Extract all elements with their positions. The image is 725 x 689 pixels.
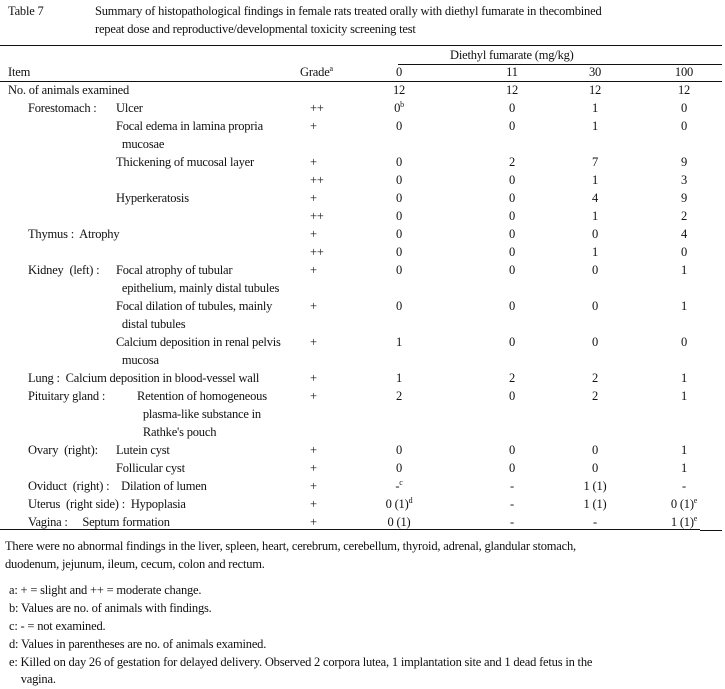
cell-value [654,459,714,477]
cell-value [654,495,714,513]
cell-text: 9 [680,155,688,169]
cell-value [565,369,625,387]
cell-text: 1 [395,335,403,349]
cell-text: 1 [680,299,688,313]
cell-text: 0 [395,173,403,187]
cell-value [369,117,429,135]
finding-label: Retention of homogeneous [137,389,267,403]
cell-text: 1 [591,173,599,187]
cell-text: 2 [591,371,599,385]
cell-text: 1 (1) [583,497,607,511]
table-caption-line-2: repeat dose and reproductive/developmental toxicity screening test [95,22,416,36]
cell-value [654,261,714,279]
cell-value [654,99,714,117]
cell-value [654,117,714,135]
footnote-marker: d [408,495,413,505]
cell-text: 9 [680,191,688,205]
grade-value: + [310,479,317,493]
cell-value [654,333,714,351]
cell-value [369,477,429,495]
cell-value [565,153,625,171]
cell-value [654,189,714,207]
footnote-e: e: Killed on day 26 of gestation for delayed delivery. Observed 2 corpora lutea, 1 implantation site and 1 dead fetus in the [9,655,593,669]
animals-examined-label: No. of animals examined [8,83,130,97]
dose-header-100: 100 [674,65,694,79]
finding-label: Hyperkeratosis [116,191,189,205]
cell-text: 0 [508,263,516,277]
dose-header-11: 11 [506,65,518,79]
cell-value [369,387,429,405]
finding-label: Focal dilation of tubules, mainly [116,299,273,313]
animals-examined-value: 12 [392,83,406,97]
footnote-a: a: + = slight and ++ = moderate change. [9,583,202,597]
cell-value [654,369,714,387]
grade-value: + [310,263,317,277]
cell-value [565,495,625,513]
dose-header-0: 0 [395,65,403,79]
cell-text: 0 [508,191,516,205]
cell-text: 0 [395,299,403,313]
cell-text: 1 (1) [583,479,607,493]
cell-value [369,243,429,261]
cell-text: 0 [395,227,403,241]
cell-value [369,99,429,117]
cell-text: - [682,479,686,493]
cell-value [369,225,429,243]
cell-value [565,477,625,495]
cell-text: 2 [508,155,516,169]
bottom-rule [0,529,700,530]
grade-value: ++ [310,209,324,223]
cell-text: 0 [680,245,688,259]
finding-label: Focal atrophy of tubular [116,263,233,277]
note-line-1: There were no abnormal findings in the liver, spleen, heart, cerebrum, cerebellum, thyroid, adrenal, glandular stomach, [5,539,576,553]
cell-value [482,297,542,315]
cell-text: 0 [508,119,516,133]
organ-label: Oviduct (right) : Dilation of lumen [28,479,207,493]
cell-value [654,477,714,495]
cell-value [565,99,625,117]
cell-text: 0 [395,155,403,169]
cell-text: 1 [680,371,688,385]
cell-value [482,153,542,171]
organ-label: Vagina : Septum formation [28,515,170,529]
cell-text: 0 [591,443,599,457]
cell-text: 0 [508,299,516,313]
cell-value [654,441,714,459]
footnote-b: b: Values are no. of animals with findings. [9,601,212,615]
cell-value [482,189,542,207]
cell-text: 0 [508,101,516,115]
footnote-marker: e [693,513,698,523]
cell-value [482,387,542,405]
cell-text: 2 [680,209,688,223]
cell-text: 0 [395,443,403,457]
cell-text: 1 (1) [670,515,694,529]
cell-value [654,207,714,225]
cell-value [654,243,714,261]
cell-value [482,117,542,135]
cell-text: 0 [508,335,516,349]
grade-value: + [310,119,317,133]
cell-text: 0 [591,299,599,313]
cell-value [565,243,625,261]
cell-text: 1 [680,263,688,277]
cell-value [565,459,625,477]
cell-value [482,441,542,459]
finding-label: Follicular cyst [116,461,185,475]
cell-text: 0 [680,119,688,133]
finding-label: epithelium, mainly distal tubules [116,281,280,295]
cell-value [565,387,625,405]
organ-label: Uterus (right side) : Hypoplasia [28,497,186,511]
cell-text: 0 [680,335,688,349]
cell-value [654,225,714,243]
grade-value: + [310,443,317,457]
grade-value: + [310,227,317,241]
grade-value: ++ [310,245,324,259]
cell-text: 0 [591,461,599,475]
grade-value: + [310,389,317,403]
cell-value [369,495,429,513]
cell-text: 1 [591,101,599,115]
cell-text: 0 [508,389,516,403]
cell-value [482,333,542,351]
cell-value [369,297,429,315]
table-number: Table 7 [8,4,44,18]
grade-label: Grade [300,65,330,79]
organ-label: Lung : Calcium deposition in blood-vessel wall [28,371,260,385]
finding-label: Lutein cyst [116,443,170,457]
cell-text: - [395,479,400,493]
cell-text: 0 [591,263,599,277]
grade-value: + [310,335,317,349]
grade-value: + [310,155,317,169]
cell-value [565,333,625,351]
cell-value [369,189,429,207]
cell-text: 0 (1) [385,497,409,511]
cell-text: - [510,479,514,493]
dose-group-header: Diethyl fumarate (mg/kg) [450,48,574,62]
cell-text: 1 [591,119,599,133]
cell-text: - [510,497,514,511]
organ-label: Pituitary gland : [28,389,106,403]
cell-text: 0 [395,461,403,475]
cell-value [369,459,429,477]
organ-label: Forestomach : [28,101,97,115]
cell-value [482,459,542,477]
finding-label: Focal edema in lamina propria [116,119,263,133]
footnote-marker: c [399,477,403,487]
cell-text: 0 (1) [387,515,411,529]
footnote-e-continued: vagina. [9,672,56,686]
cell-text: 0 [508,209,516,223]
animals-examined-value: 12 [588,83,602,97]
cell-text: 2 [508,371,516,385]
cell-value [482,225,542,243]
grade-value: + [310,461,317,475]
cell-text: 0 [680,101,688,115]
cell-text: 0 [395,245,403,259]
finding-label: mucosa [116,353,159,367]
cell-value [482,207,542,225]
cell-value [565,441,625,459]
cell-value [565,207,625,225]
cell-text: 2 [395,389,403,403]
cell-text: 0 [395,191,403,205]
cell-value [482,495,542,513]
organ-label: Ovary (right): [28,443,98,457]
cell-text: 7 [591,155,599,169]
grade-value: + [310,299,317,313]
cell-value [482,99,542,117]
cell-text: 1 [680,461,688,475]
cell-text: 4 [591,191,599,205]
cell-value [654,153,714,171]
cell-text: - [593,515,597,529]
cell-value [369,207,429,225]
finding-label: Rathke's pouch [137,425,217,439]
cell-value [482,261,542,279]
grade-value: + [310,191,317,205]
cell-text: 3 [680,173,688,187]
cell-value [369,333,429,351]
cell-value [565,189,625,207]
finding-label: Thickening of mucosal layer [116,155,254,169]
finding-label: mucosae [116,137,165,151]
cell-text: 0 [591,227,599,241]
grade-column-header [300,63,333,81]
cell-value [654,171,714,189]
finding-label: plasma-like substance in [137,407,261,421]
grade-value: ++ [310,101,324,115]
note-line-2: duodenum, jejunum, ileum, cecum, colon and rectum. [5,557,265,571]
cell-value [369,171,429,189]
grade-value: + [310,497,317,511]
footnote-marker: e [693,495,698,505]
footnote-marker: b [400,99,404,109]
animals-examined-value: 12 [505,83,519,97]
cell-value [565,261,625,279]
grade-footnote-marker: a [329,63,333,73]
cell-text: 0 (1) [670,497,694,511]
cell-text: 0 [508,173,516,187]
cell-value [654,297,714,315]
cell-text: 0 [395,263,403,277]
bottom-rule-tail [700,530,722,531]
organ-label: Thymus : Atrophy [28,227,120,241]
cell-value [369,153,429,171]
dose-header-30: 30 [588,65,602,79]
cell-value [482,243,542,261]
cell-text: 0 [508,245,516,259]
cell-text: 4 [680,227,688,241]
finding-label: Calcium deposition in renal pelvis [116,335,281,349]
cell-text: 1 [591,209,599,223]
cell-text: - [510,515,514,529]
cell-text: 0 [508,443,516,457]
cell-value [654,387,714,405]
cell-value [565,117,625,135]
grade-value: + [310,515,317,529]
footnote-c: c: - = not examined. [9,619,106,633]
cell-text: 0 [395,209,403,223]
cell-value [369,369,429,387]
table-caption-line-1: Summary of histopathological findings in female rats treated orally with diethyl fumarate in thecombined [95,4,602,18]
cell-value [482,477,542,495]
cell-text: 0 [508,227,516,241]
cell-value [369,261,429,279]
item-column-header: Item [8,65,31,79]
cell-text: 0 [394,101,401,115]
cell-text: 0 [591,335,599,349]
cell-text: 1 [395,371,403,385]
cell-text: 2 [591,389,599,403]
organ-label: Kidney (left) : [28,263,100,277]
top-rule [0,45,722,46]
cell-value [369,441,429,459]
cell-value [565,297,625,315]
footnote-d: d: Values in parentheses are no. of animals examined. [9,637,267,651]
cell-text: 0 [508,461,516,475]
cell-value [482,369,542,387]
cell-value [565,225,625,243]
grade-value: + [310,371,317,385]
grade-value: ++ [310,173,324,187]
finding-label: Ulcer [116,101,143,115]
cell-value [565,171,625,189]
cell-value [482,171,542,189]
cell-text: 0 [395,119,403,133]
cell-text: 1 [680,443,688,457]
cell-text: 1 [591,245,599,259]
animals-examined-value: 12 [677,83,691,97]
finding-label: distal tubules [116,317,186,331]
cell-text: 1 [680,389,688,403]
